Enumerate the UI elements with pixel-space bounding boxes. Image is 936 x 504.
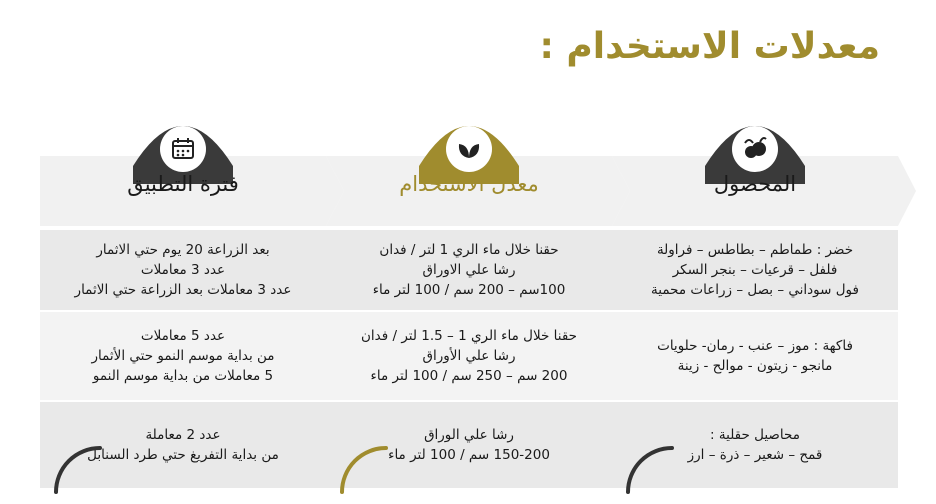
- cell-line: عدد 2 معاملة: [145, 427, 221, 443]
- cell-line: بعد الزراعة 20 يوم حتي الاثمار: [96, 242, 270, 258]
- column-title: المحصول: [713, 172, 797, 196]
- cell-line: فلفل – قرعيات – بنجر السكر: [672, 262, 838, 278]
- cell-line: حقنا خلال ماء الري 1 – 1.5 لتر / فدان: [361, 328, 577, 344]
- corner-arc-decoration: [50, 436, 110, 496]
- cell-line: مانجو - زيتون - موالح - زينة: [677, 358, 833, 374]
- calendar-clock-icon: [160, 126, 206, 172]
- cell-line: عدد 3 معاملات: [140, 262, 226, 278]
- header-arrow-tip: [612, 156, 630, 226]
- table-cell: [326, 312, 612, 400]
- corner-arc-decoration: [336, 436, 396, 496]
- table-cell: [40, 230, 326, 310]
- corner-arc-decoration: [622, 436, 682, 496]
- cell-line: 100سم – 200 سم / 100 لتر ماء: [372, 282, 566, 298]
- cell-line: رشا علي الأوراق: [422, 348, 516, 364]
- cell-line: رشا علي الوراق: [424, 427, 514, 443]
- cell-line: حقنا خلال ماء الري 1 لتر / فدان: [379, 242, 559, 258]
- cell-line: رشا علي الاوراق: [422, 262, 516, 278]
- column-product: [612, 100, 898, 492]
- cell-line: قمح – شعير – ذرة – ارز: [687, 447, 823, 463]
- cell-line: 5 معاملات من بداية موسم النمو: [92, 368, 274, 384]
- header-arrow-tip: [326, 156, 344, 226]
- cell-line: محاصيل حقلية :: [710, 427, 800, 443]
- table-cell: [40, 312, 326, 400]
- table-cell: [612, 230, 898, 310]
- cell-line: خضر : طماطم – بطاطس – فراولة: [656, 242, 854, 258]
- fruits-vegetables-icon: [732, 126, 778, 172]
- cell-line: 200 سم – 250 سم / 100 لتر ماء: [370, 368, 568, 384]
- column-title: فترة التطبيق: [127, 172, 239, 196]
- cell-line: 150-200 سم / 100 لتر ماء: [388, 447, 550, 463]
- table-cell: [326, 230, 612, 310]
- header-arrow-tip: [898, 156, 916, 226]
- leaves-icon: [446, 126, 492, 172]
- column-rate: [326, 100, 612, 492]
- column-period: [40, 100, 326, 492]
- column-title: معدل الاستخدام: [399, 172, 539, 196]
- cell-line: من بداية التفريغ حتي طرد السنابل: [87, 447, 279, 463]
- cell-line: عدد 5 معاملات: [140, 328, 226, 344]
- cell-line: فول سوداني – بصل – زراعات محمية: [651, 282, 859, 298]
- cell-line: عدد 3 معاملات بعد الزراعة حتي الاثمار: [74, 282, 292, 298]
- table-cell: [612, 312, 898, 400]
- page-title: معدلات الاستخدام :: [539, 26, 880, 67]
- cell-line: فاكهة : موز – عنب - رمان- حلويات: [657, 338, 853, 354]
- cell-line: من بداية موسم النمو حتي الأثمار: [91, 348, 275, 364]
